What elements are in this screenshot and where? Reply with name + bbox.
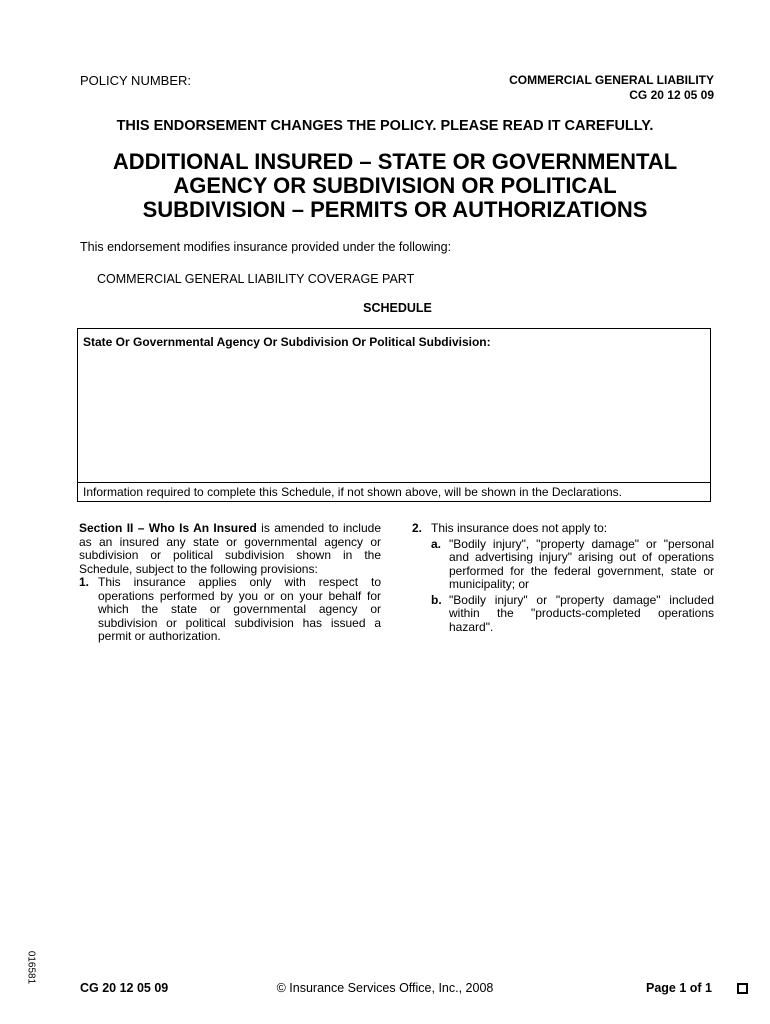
title-line-1: ADDITIONAL INSURED – STATE OR GOVERNMENTAL bbox=[112, 149, 678, 174]
schedule-field-label: State Or Governmental Agency Or Subdivision Or Political Subdivision: bbox=[83, 335, 491, 349]
checkbox-icon bbox=[737, 983, 748, 994]
section-lead: Section II – Who Is An Insured bbox=[79, 521, 257, 535]
title-line-2: AGENCY OR SUBDIVISION OR POLITICAL bbox=[173, 173, 617, 198]
provision-1-number: 1. bbox=[79, 575, 90, 589]
provision-2b-letter: b. bbox=[431, 592, 442, 607]
schedule-box bbox=[77, 328, 711, 502]
schedule-footer-note: Information required to complete this Schedule, if not shown above, will be shown in the Declarations. bbox=[78, 482, 710, 501]
left-column bbox=[79, 522, 381, 644]
provision-2 bbox=[412, 522, 714, 536]
footer-page-number: Page 1 of 1 bbox=[646, 981, 712, 995]
form-header bbox=[509, 73, 714, 103]
footer-copyright: © Insurance Services Office, Inc., 2008 bbox=[276, 981, 494, 995]
coverage-part: COMMERCIAL GENERAL LIABILITY COVERAGE PART bbox=[97, 272, 415, 286]
footer-form-code: CG 20 12 05 09 bbox=[80, 981, 169, 995]
provision-2b bbox=[412, 594, 714, 635]
provision-2-number: 2. bbox=[412, 521, 423, 535]
form-code-header: CG 20 12 05 09 bbox=[629, 88, 714, 102]
provision-2a-letter: a. bbox=[431, 536, 442, 551]
provision-2b-text: "Bodily injury" or "property damage" included within the "products-completed operations hazard". bbox=[449, 592, 714, 634]
policy-number-label: POLICY NUMBER: bbox=[80, 73, 192, 88]
endorsement-notice: THIS ENDORSEMENT CHANGES THE POLICY. PLEASE READ IT CAREFULLY. bbox=[116, 118, 654, 134]
section-lead-text: is amended to include as an insured any state or governmental agency or subdivision or political subdivision shown in the Schedule, subject to the following provisions: bbox=[79, 521, 381, 576]
coverage-line: COMMERCIAL GENERAL LIABILITY bbox=[509, 73, 714, 87]
schedule-title: SCHEDULE bbox=[363, 301, 432, 315]
page-title bbox=[60, 150, 730, 222]
provision-2a bbox=[412, 538, 714, 592]
section-intro bbox=[79, 522, 381, 576]
provision-2-text: This insurance does not apply to: bbox=[431, 521, 608, 535]
provision-1 bbox=[79, 576, 381, 644]
title-line-3: SUBDIVISION – PERMITS OR AUTHORIZATIONS bbox=[142, 197, 648, 222]
side-form-number: 016581 bbox=[25, 950, 37, 985]
right-column bbox=[412, 522, 714, 634]
provision-2a-text: "Bodily injury", "property damage" or "personal and advertising injury" arising out of operations performed for the federal government, state or municipality; or bbox=[449, 536, 714, 591]
modifies-text: This endorsement modifies insurance provided under the following: bbox=[80, 240, 452, 254]
provision-1-text: This insurance applies only with respect to operations performed by you or on your behalf for which the state or governmental agency or subdivision or political subdivision has issued a permit or authorization. bbox=[98, 575, 381, 643]
